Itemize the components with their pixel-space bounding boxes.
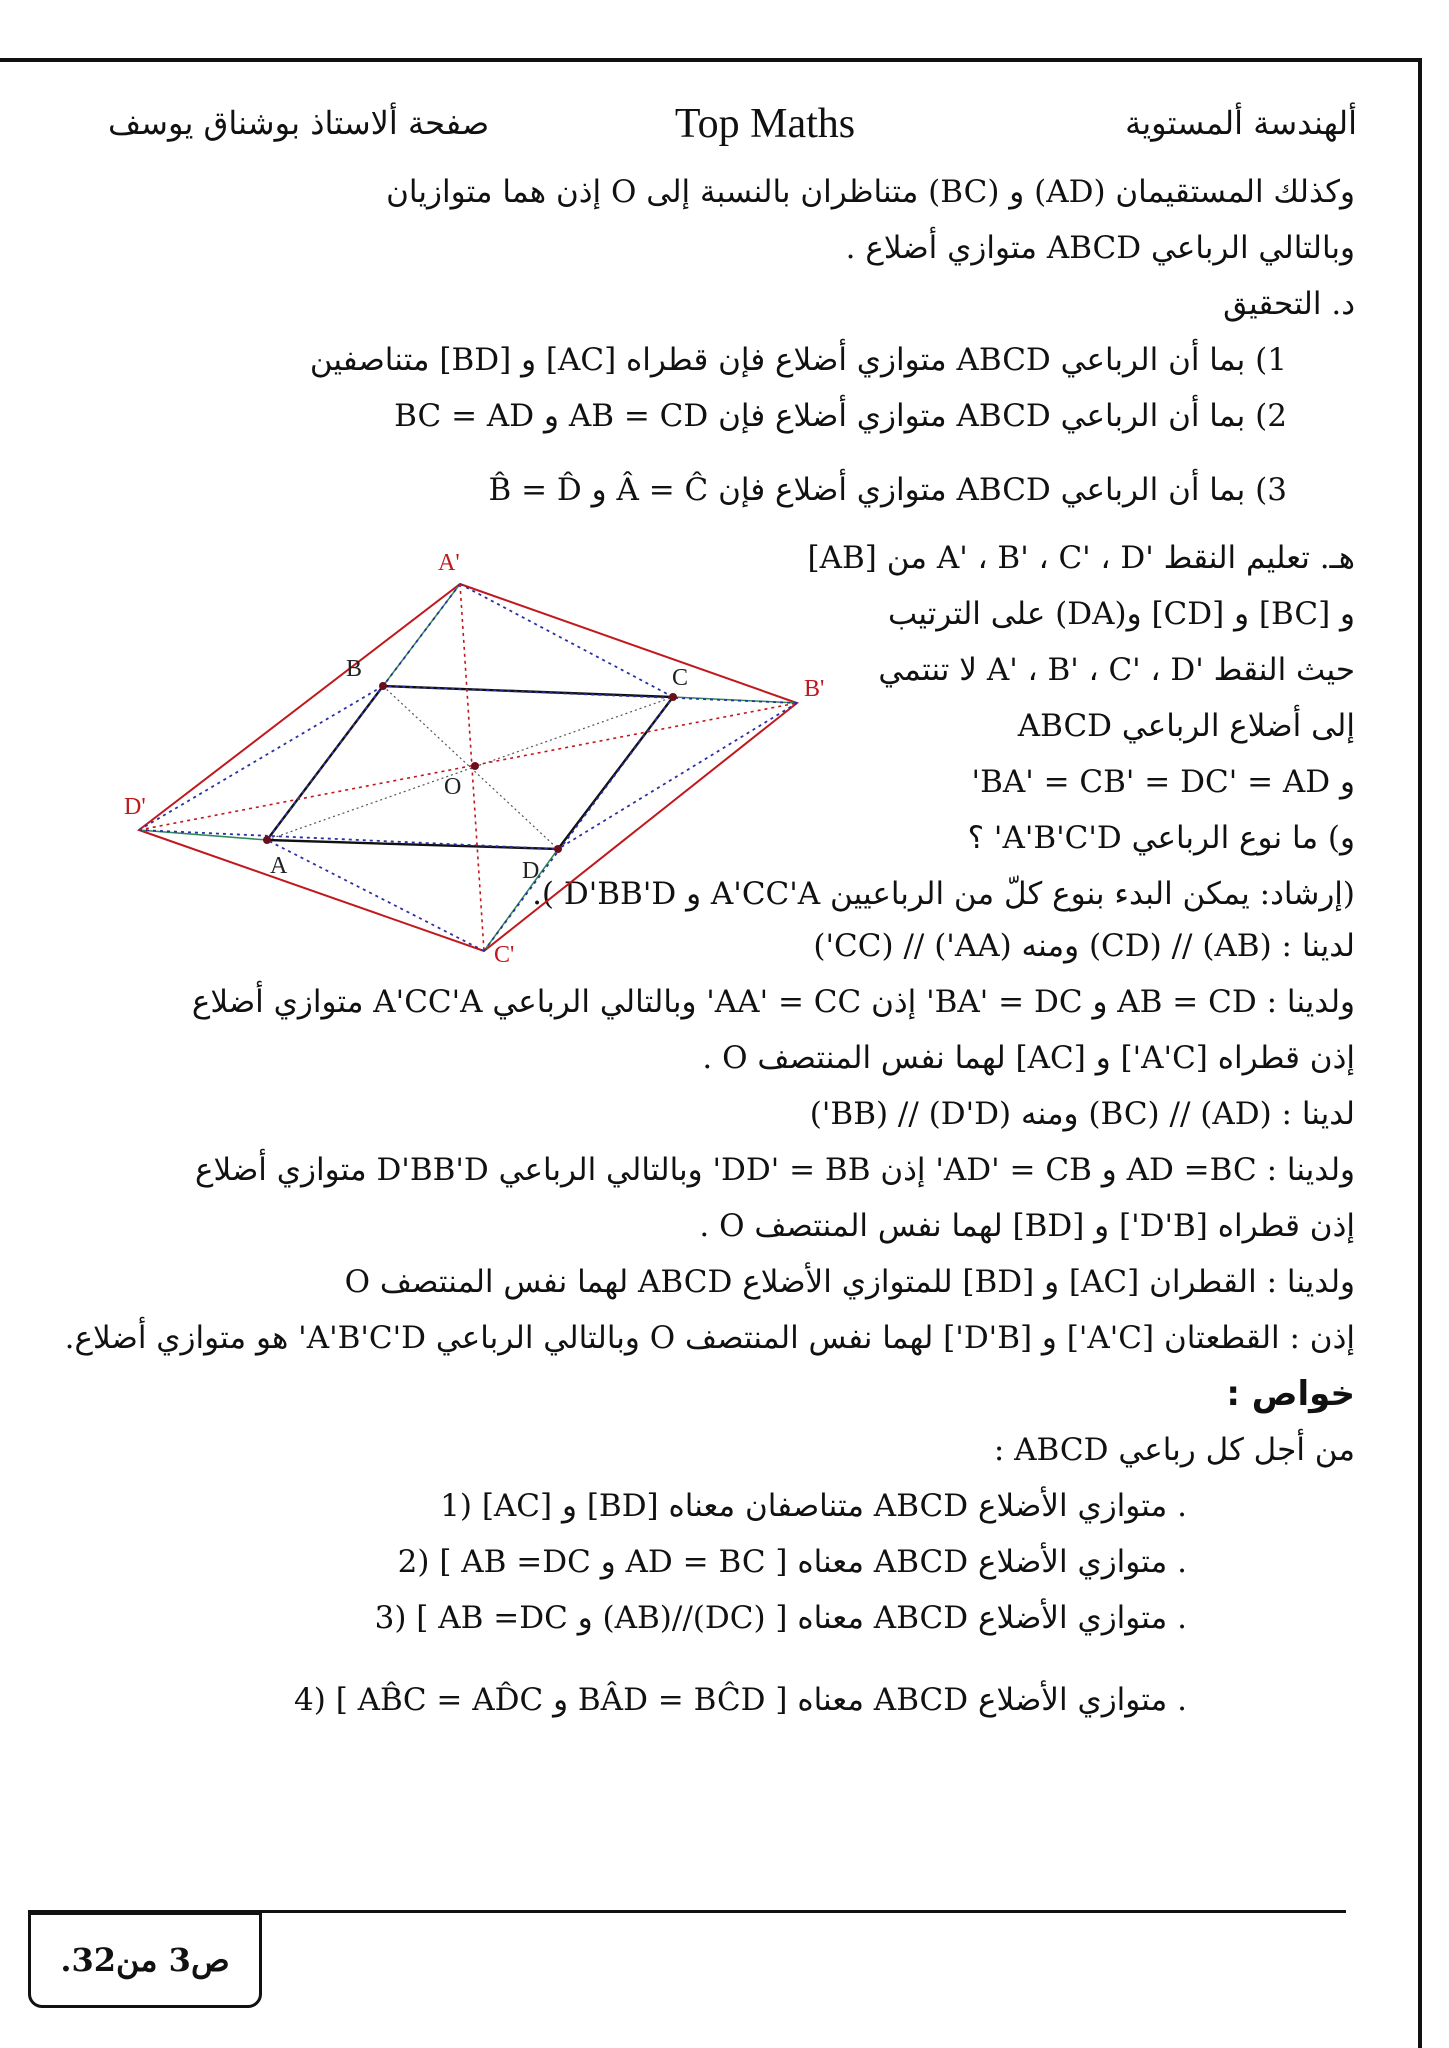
header-author: صفحة ألاستاذ بوشناق يوسف bbox=[108, 104, 490, 142]
text-line: إذن قطراه [D'B'] و [BD] لهما نفس المنتصف O . bbox=[699, 1208, 1355, 1244]
label-C-prime: C' bbox=[494, 942, 515, 968]
inner-parallelogram bbox=[267, 686, 673, 849]
outer-parallelogram bbox=[139, 584, 797, 951]
label-C: C bbox=[672, 665, 689, 691]
header-title: Top Maths bbox=[674, 101, 856, 147]
label-A: A bbox=[270, 853, 288, 879]
page-frame-right bbox=[1418, 58, 1422, 2048]
dotted-lines bbox=[139, 584, 797, 951]
text-line: إذن : القطعتان [A'C'] و [D'B'] لهما نفس المنتصف O وبالتالي الرباعي A'B'C'D' هو متوازي أضلاع. bbox=[64, 1320, 1355, 1356]
text-line: إلى أضلاع الرباعي ABCD bbox=[1017, 708, 1355, 744]
text-line: و BA' = CB' = DC' = AD' bbox=[971, 764, 1355, 800]
page-number: ص3 من32. bbox=[60, 1941, 230, 1979]
text-line: ولدينا : AD =BC و AD' = CB' إذن DD' = BB' وبالتالي الرباعي D'BB'D متوازي أضلاع bbox=[194, 1152, 1355, 1188]
header-subject: ألهندسة ألمستوية bbox=[1125, 104, 1357, 142]
text-line: هـ. تعليم النقط 'A' ، B' ، C' ، D من [AB] bbox=[807, 540, 1355, 576]
hint-line: (إرشاد: يمكن البدء بنوع كلّ من الرباعيين A'CC'A و D'BB'D ). bbox=[532, 876, 1355, 912]
text-line: لدينا : (AD) // (BC) ومنه (D'D) // (BB') bbox=[809, 1096, 1355, 1132]
label-B-prime: B' bbox=[804, 676, 825, 702]
property-item: 4) [ AB̂C = AD̂C و BÂD = BĈD ] معناه ABCD متوازي الأضلاع . bbox=[294, 1682, 1187, 1718]
label-D-prime: D' bbox=[124, 794, 146, 820]
section-verification: د. التحقيق bbox=[1223, 286, 1355, 322]
text-line: لدينا : (AB) // (CD) ومنه (AA') // (CC') bbox=[813, 928, 1355, 964]
label-A-prime: A' bbox=[438, 550, 460, 576]
properties-title: خواص : bbox=[1226, 1374, 1355, 1414]
list-item: 2) بما أن الرباعي ABCD متوازي أضلاع فإن AB = CD و BC = AD bbox=[394, 398, 1287, 434]
geometry-figure bbox=[120, 540, 980, 980]
property-item: 2) [ AB =DC و AD = BC ] معناه ABCD متوازي الأضلاع . bbox=[397, 1544, 1187, 1580]
text-line: حيث النقط 'A' ، B' ، C' ، D لا تنتمي bbox=[878, 652, 1355, 688]
label-B: B bbox=[346, 656, 363, 682]
text-line: وكذلك المستقيمان (AD) و (BC) متناظران بالنسبة إلى O إذن هما متوازيان bbox=[386, 174, 1355, 210]
label-D: D bbox=[522, 858, 540, 884]
property-item: 3) [ AB =DC و (AB)//(DC) ] معناه ABCD متوازي الأضلاع . bbox=[374, 1600, 1187, 1636]
text-line: ولدينا : AB = CD و BA' = DC' إذن AA' = CC' وبالتالي الرباعي A'CC'A متوازي أضلاع bbox=[191, 984, 1355, 1020]
text-line: و [BC] و [CD] و(DA) على الترتيب bbox=[887, 596, 1355, 632]
page-number-box bbox=[28, 1912, 262, 2008]
text-line: وبالتالي الرباعي ABCD متوازي أضلاع . bbox=[845, 230, 1355, 266]
page-frame-top bbox=[0, 58, 1422, 62]
property-item: 1) [AC] و [BD] متناصفان معناه ABCD متوازي الأضلاع . bbox=[440, 1488, 1187, 1524]
text-line: إذن قطراه [A'C'] و [AC] لهما نفس المنتصف O . bbox=[702, 1040, 1355, 1076]
list-item: 1) بما أن الرباعي ABCD متوازي أضلاع فإن قطراه [AC] و [BD] متناصفين bbox=[309, 342, 1287, 378]
list-item: 3) بما أن الرباعي ABCD متوازي أضلاع فإن Â = Ĉ و B̂ = D̂ bbox=[488, 472, 1287, 508]
label-O: O bbox=[444, 774, 462, 800]
properties-intro: من أجل كل رباعي ABCD : bbox=[993, 1432, 1355, 1468]
text-line: ولدينا : القطران [AC] و [BD] للمتوازي الأضلاع ABCD لهما نفس المنتصف O bbox=[344, 1264, 1355, 1300]
question-line: و) ما نوع الرباعي A'B'C'D' ؟ bbox=[967, 820, 1355, 856]
